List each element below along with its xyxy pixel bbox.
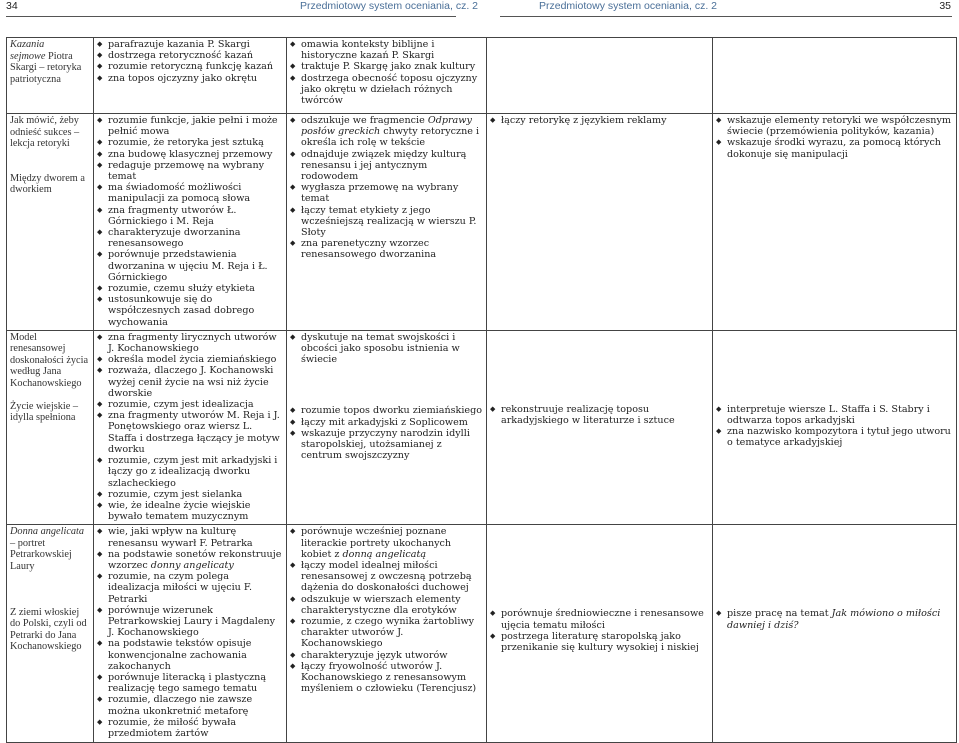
topic-cell: Model renesansowej doskonałości życia według Jana Kochanowskiego Życie wiejskie – idylla spełniona (7, 330, 94, 524)
list-item: ◆ zna nazwisko kompozytora i tytuł jego utworu o tematyce arkadyjskiej (716, 426, 953, 448)
list-item: ◆ dostrzega retoryczność kazań (97, 50, 283, 61)
list-item: ◆ rozważa, dlaczego J. Kochanowski wyżej cenił życie na wsi niż życie dworskie (97, 365, 283, 399)
extended-level-cell (287, 525, 487, 743)
basic-level-cell (94, 38, 287, 114)
list-item: ◆ łączy temat etykiety z jego wcześniejszą realizacją w wierszu P. Słoty (290, 205, 483, 239)
list-item: ◆ pisze pracę na temat Jak mówiono o miłości dawniej i dziś? (716, 608, 953, 630)
list-item: ◆ omawia konteksty biblijne i historyczne kazań P. Skargi (290, 39, 483, 61)
list-item: ◆ rozumie funkcje, jakie pełni i może pełnić mowa (97, 115, 283, 137)
excellent-level-cell (713, 114, 957, 331)
list-item: ◆ dostrzega obecność toposu ojczyzny jako okrętu w dziełach różnych twórców (290, 73, 483, 107)
list-item: ◆ rozumie, na czym polega idealizacja miłości w ujęciu F. Petrarki (97, 571, 283, 605)
list-item: ◆ porównuje literacką i plastyczną realizację tego samego tematu (97, 672, 283, 694)
table-row (7, 38, 957, 114)
list-item: ◆ traktuje P. Skargę jako znak kultury (290, 61, 483, 72)
excellent-level-cell (713, 525, 957, 743)
header-rule-right (500, 16, 952, 17)
running-head-left: Przedmiotowy system oceniania, cz. 2 (300, 0, 478, 12)
page-number-right: 35 (939, 0, 951, 12)
list-item: ◆ dyskutuje na temat swojskości i obcości jako sposobu istnienia w świecie (290, 332, 483, 366)
list-item: ◆ charakteryzuje język utworów (290, 650, 483, 661)
advanced-level-cell (487, 525, 713, 743)
list-item: ◆ redaguje przemowę na wybrany temat (97, 160, 283, 182)
topic-cell: Donna angelicata – portret Petrarkowskiej Laury Z ziemi włoskiej do Polski, czyli od Petrarki do Jana Kochanowskiego (7, 525, 94, 743)
basic-level-cell (94, 525, 287, 743)
list-item: ◆ rozumie topos dworku ziemiańskiego (290, 405, 483, 416)
list-item: ◆ wskazuje środki wyrazu, za pomocą których dokonuje się manipulacji (716, 137, 953, 159)
list-item: ◆ zna topos ojczyzny jako okrętu (97, 73, 283, 84)
list-item: ◆ wskazuje przyczyny narodzin idylli staropolskiej, utożsamianej z centrum swojszczyzny (290, 428, 483, 462)
list-item: ◆ rozumie, czym jest sielanka (97, 489, 283, 500)
list-item: ◆ zna fragmenty utworów M. Reja i J. Ponętowskiego oraz wiersz L. Staffa i dostrzega łączący je motyw dworku (97, 410, 283, 455)
list-item: ◆ wskazuje elementy retoryki we współczesnym świecie (przemówienia polityków, kazania) (716, 115, 953, 137)
list-item: ◆ rozumie, czym jest mit arkadyjski i łączy go z idealizacją dworku szlacheckiego (97, 455, 283, 489)
table-row (7, 114, 957, 331)
excellent-level-cell (713, 38, 957, 114)
list-item: ◆ porównuje wcześniej poznane literackie portrety ukochanych kobiet z donną angelicatą (290, 526, 483, 560)
list-item: ◆ ustosunkowuje się do współczesnych zasad dobrego wychowania (97, 294, 283, 328)
list-item: ◆ rozumie, czym jest idealizacja (97, 399, 283, 410)
extended-level-cell (287, 38, 487, 114)
list-item: ◆ rozumie, że miłość bywała przedmiotem żartów (97, 717, 283, 739)
list-item: ◆ łączy fryowolność utworów J. Kochanowskiego z renesansowym myśleniem o człowieku (Terencjusz) (290, 661, 483, 695)
list-item: ◆ zna fragmenty utworów Ł. Górnickiego i M. Reja (97, 205, 283, 227)
list-item: ◆ zna budowę klasycznej przemowy (97, 149, 283, 160)
list-item: ◆ zna parenetyczny wzorzec renesansowego dworzanina (290, 238, 483, 260)
list-item: ◆ zna fragmenty lirycznych utworów J. Kochanowskiego (97, 332, 283, 354)
excellent-level-cell (713, 330, 957, 524)
basic-level-cell (94, 114, 287, 331)
list-item: ◆ postrzega literaturę staropolską jako przenikanie się kultury wysokiej i niskiej (490, 631, 709, 653)
list-item: ◆ na podstawie tekstów opisuje konwencjonalne zachowania zakochanych (97, 638, 283, 672)
advanced-level-cell (487, 114, 713, 331)
basic-level-cell (94, 330, 287, 524)
list-item: ◆ odnajduje związek między kulturą renesansu i jej antycznym rodowodem (290, 149, 483, 183)
list-item: ◆ odszukuje we fragmencie Odprawy posłów greckich chwyty retoryczne i określa ich rolę w tekście (290, 115, 483, 149)
list-item: ◆ rozumie, dlaczego nie zawsze można ukonkretnić metaforę (97, 694, 283, 716)
page-number-left: 34 (6, 0, 18, 12)
extended-level-cell (287, 114, 487, 331)
list-item: ◆ wie, jaki wpływ na kulturę renesansu wywarł F. Petrarka (97, 526, 283, 548)
table-row (7, 525, 957, 743)
list-item: ◆ porównuje wizerunek Petrarkowskiej Laury i Magdaleny J. Kochanowskiego (97, 605, 283, 639)
list-item: ◆ porównuje przedstawienia dworzanina w ujęciu M. Reja i Ł. Górnickiego (97, 249, 283, 283)
running-head-right: Przedmiotowy system oceniania, cz. 2 (539, 0, 717, 12)
header-rule-left (6, 16, 456, 17)
list-item: ◆ wygłasza przemowę na wybrany temat (290, 182, 483, 204)
requirements-table (6, 37, 957, 743)
list-item: ◆ łączy mit arkadyjski z Soplicowem (290, 417, 483, 428)
advanced-level-cell (487, 38, 713, 114)
topic-cell: Jak mówić, żeby odnieść sukces – lekcja retoryki Między dworem a dworkiem (7, 114, 94, 331)
list-item: ◆ rozumie, z czego wynika żartobliwy charakter utworów J. Kochanowskiego (290, 616, 483, 650)
list-item: ◆ charakteryzuje dworzanina renesansowego (97, 227, 283, 249)
page-header (0, 0, 959, 14)
topic-cell: Kazania sejmowe Piotra Skargi – retoryka patriotyczna (7, 38, 94, 114)
list-item: ◆ rekonstruuje realizację toposu arkadyjskiego w literaturze i sztuce (490, 404, 709, 426)
list-item: ◆ rozumie, że retoryka jest sztuką (97, 137, 283, 148)
list-item: ◆ interpretuje wiersze L. Staffa i S. Stabry i odtwarza topos arkadyjski (716, 404, 953, 426)
list-item: ◆ łączy retorykę z językiem reklamy (490, 115, 709, 126)
list-item: ◆ rozumie retoryczną funkcję kazań (97, 61, 283, 72)
list-item: ◆ rozumie, czemu służy etykieta (97, 283, 283, 294)
list-item: ◆ parafrazuje kazania P. Skargi (97, 39, 283, 50)
extended-level-cell (287, 330, 487, 524)
list-item: ◆ ma świadomość możliwości manipulacji za pomocą słowa (97, 182, 283, 204)
list-item: ◆ porównuje średniowieczne i renesansowe ujęcia tematu miłości (490, 608, 709, 630)
list-item: ◆ odszukuje w wierszach elementy charakterystyczne dla erotyków (290, 594, 483, 616)
list-item: ◆ określa model życia ziemiańskiego (97, 354, 283, 365)
list-item: ◆ łączy model idealnej miłości renesansowej z owczesną potrzebą dążenia do doskonałości duchowej (290, 560, 483, 594)
advanced-level-cell (487, 330, 713, 524)
list-item: ◆ na podstawie sonetów rekonstruuje wzorzec donny angelicaty (97, 549, 283, 571)
list-item: ◆ wie, że idealne życie wiejskie bywało tematem muzycznym (97, 500, 283, 522)
table-row (7, 330, 957, 524)
